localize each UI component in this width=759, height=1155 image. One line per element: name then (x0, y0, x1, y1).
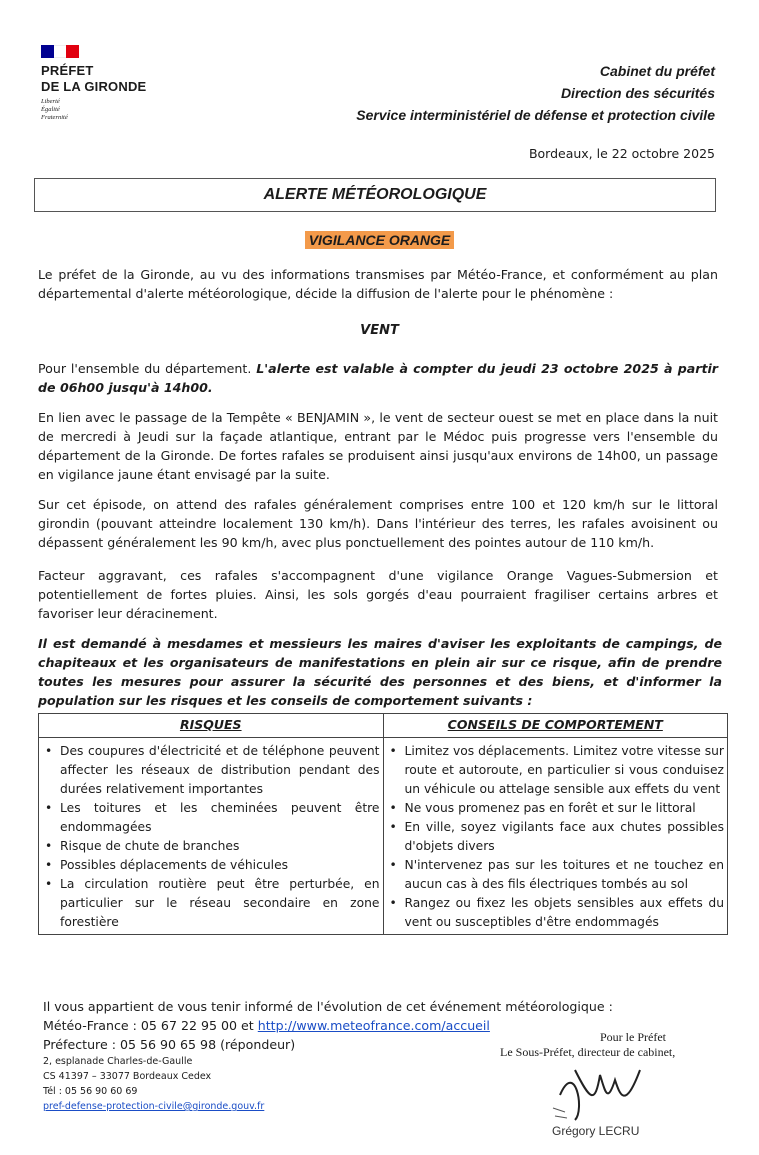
motto-liberte: Liberté (41, 98, 60, 105)
flag-red (66, 45, 79, 58)
org-line2: DE LA GIRONDE (41, 79, 147, 94)
signature-title: Le Sous-Préfet, directeur de cabinet, (500, 1045, 676, 1059)
advice-item: • Ne vous promenez pas en forêt et sur le littoral (387, 799, 725, 818)
motto-fraternite: Fraternité (41, 114, 68, 121)
risks-cell (39, 738, 384, 935)
alert-title-box (34, 178, 716, 212)
prefecture-name (41, 63, 146, 95)
advice-item: • Rangez ou fixez les objets sensibles aux effets du vent ou susceptibles d'être endommagés (387, 894, 725, 932)
advice-item: • Limitez vos déplacements. Limitez votre vitesse sur route et autoroute, en particulier si vous conduisez un véhicule ou attelage sensible aux effets du vent (387, 742, 725, 799)
header-direction: Direction des sécurités (560, 85, 715, 101)
org-line1: PRÉFET (41, 63, 94, 78)
phenomenon: VENT (360, 323, 399, 338)
signature-for-prefect: Pour le Préfet (600, 1030, 666, 1044)
aggravating-paragraph: Facteur aggravant, ces rafales s'accompagnent d'une vigilance Orange Vagues-Submersion et potentiellement de fortes pluies. Ainsi, les sols gorgés d'eau pourraient fragiliser certains arbres et favoriser leur déracinement. (38, 568, 718, 621)
gusts-paragraph: Sur cet épisode, on attend des rafales généralement comprises entre 100 et 120 km/h sur le littoral girondin (pouvant atteindre localement 130 km/h). Dans l'intérieur des terres, les rafales avoisinent ou dépassent généralement les 90 km/h, avec plus ponctuellement des pointes autour de 110 km/h. (38, 497, 718, 550)
advice-cell (383, 738, 728, 935)
flag-white (54, 45, 67, 58)
meteo-line (43, 1016, 613, 1035)
vigilance-level: VIGILANCE ORANGE (305, 231, 455, 249)
intro-paragraph: Le préfet de la Gironde, au vu des informations transmises par Météo-France, et conformément au plan départemental d'alerte météorologique, décide la diffusion de l'alerte pour le phénomène : (38, 267, 718, 301)
advice-header: CONSEILS DE COMPORTEMENT (383, 714, 728, 738)
risk-item: • Des coupures d'électricité et de téléphone peuvent affecter les réseaux de distribution pendant des durées relativement importantes (42, 742, 380, 799)
telephone: Tél : 05 56 90 60 69 (43, 1086, 138, 1097)
header-cabinet: Cabinet du préfet (599, 63, 715, 79)
header-service: Service interministériel de défense et protection civile (356, 107, 715, 123)
document-date: Bordeaux, le 22 octobre 2025 (528, 146, 715, 161)
address-line1: 2, esplanade Charles-de-Gaulle (43, 1056, 193, 1067)
risks-list (42, 742, 380, 932)
risk-item: • Possibles déplacements de véhicules (42, 856, 380, 875)
risk-item: • La circulation routière peut être perturbée, en particulier sur le réseau secondaire en zone forestière (42, 875, 380, 932)
risk-item: • Les toitures et les cheminées peuvent être endommagées (42, 799, 380, 837)
alert-title: ALERTE MÉTÉOROLOGIQUE (263, 186, 487, 203)
motto-egalite: Égalité (41, 106, 60, 113)
validity-plain: Pour l'ensemble du département. (38, 361, 252, 376)
validity-period: L'alerte est valable à compter du jeudi 23 octobre 2025 à partir de 06h00 jusqu'à 14h00. (38, 361, 718, 395)
handwritten-signature (545, 1050, 665, 1125)
marianne-flag-logo (41, 45, 79, 58)
address-line2: CS 41397 – 33077 Bordeaux Cedex (43, 1071, 212, 1082)
meteo-link[interactable]: http://www.meteofrance.com/accueil (257, 1018, 490, 1033)
meteo-label: Météo-France : 05 67 22 95 00 et (43, 1018, 254, 1033)
risks-header: RISQUES (39, 714, 384, 738)
republic-motto (41, 98, 68, 122)
advice-list (387, 742, 725, 932)
validity-paragraph (38, 359, 718, 397)
flag-blue (41, 45, 54, 58)
advice-item: • N'intervenez pas sur les toitures et ne touchez en aucun cas à des fils électriques tombés au sol (387, 856, 725, 894)
signatory-name: Grégory LECRU (552, 1124, 640, 1138)
risks-advice-table (38, 713, 728, 935)
prefecture-phone: Préfecture : 05 56 90 65 98 (répondeur) (43, 1037, 296, 1052)
contact-email-link[interactable]: pref-defense-protection-civile@gironde.gouv.fr (43, 1101, 265, 1112)
info-line: Il vous appartient de vous tenir informé de l'évolution de cet événement météorologique : (43, 999, 613, 1014)
risk-item: • Risque de chute de branches (42, 837, 380, 856)
vigilance-banner (0, 230, 759, 249)
storm-paragraph: En lien avec le passage de la Tempête « BENJAMIN », le vent de secteur ouest se met en place dans la nuit de mercredi à Jeudi sur la façade atlantique, entrant par le Médoc puis progresse vers l'ensemble du département de la Gironde. De fortes rafales se produisent ainsi jusqu'aux environs de 14h00, un passage en vigilance jaune étant envisagé par la suite. (38, 410, 718, 482)
advice-item: • En ville, soyez vigilants face aux chutes possibles d'objets divers (387, 818, 725, 856)
mayors-request: Il est demandé à mesdames et messieurs les maires d'aviser les exploitants de campings, de chapiteaux et les organisateurs de manifestations en plein air sur ce risque, afin de prendre toutes les mesures pour assurer la sécurité des personnes et des biens, et d'informer la population sur les risques et les conseils de comportement suivants : (38, 636, 722, 708)
